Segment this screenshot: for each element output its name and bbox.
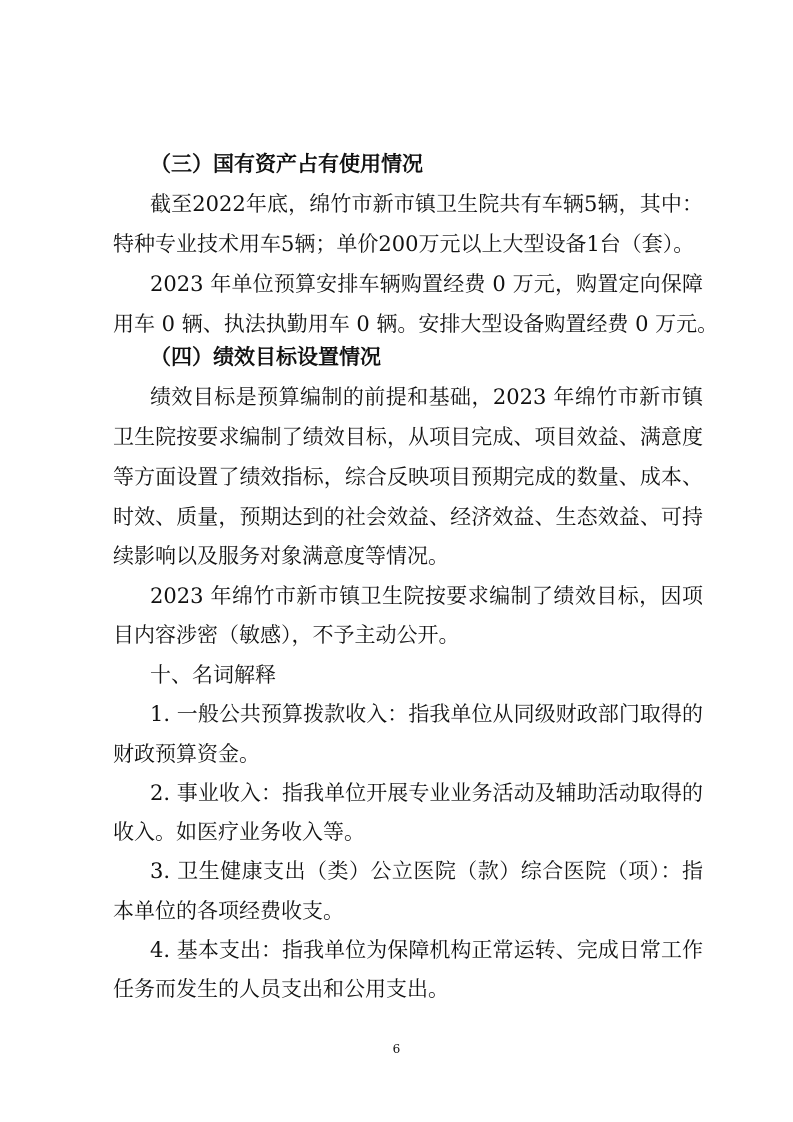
glossary-item-line: 本单位的各项经费收支。 <box>113 899 344 923</box>
paragraph-line: 2023 年单位预算安排车辆购置经费 0 万元，购置定向保障 <box>150 272 703 296</box>
glossary-item-line: 2. 事业收入：指我单位开展专业业务活动及辅助活动取得的 <box>150 781 703 805</box>
paragraph-line: 2023 年绵竹市新市镇卫生院按要求编制了绩效目标，因项 <box>150 584 703 608</box>
paragraph-line: 截至2022年底，绵竹市新市镇卫生院共有车辆5辆，其中： <box>150 192 703 216</box>
paragraph-line: 目内容涉密（敏感），不予主动公开。 <box>113 623 460 647</box>
paragraph-line: 等方面设置了绩效指标，综合反映项目预期完成的数量、成本、 <box>113 465 703 489</box>
glossary-item-line: 财政预算资金。 <box>113 742 260 766</box>
paragraph-line: 时效、质量，预期达到的社会效益、经济效益、生态效益、可持 <box>113 505 703 529</box>
paragraph-line: 用车 0 辆、执法执勤用车 0 辆。安排大型设备购置经费 0 万元。 <box>113 312 719 336</box>
paragraph-line: 绩效目标是预算编制的前提和基础，2023 年绵竹市新市镇 <box>150 385 703 409</box>
paragraph-line: 特种专业技术用车5辆；单价200万元以上大型设备1台（套）。 <box>113 232 695 256</box>
glossary-item-line: 1. 一般公共预算拨款收入：指我单位从同级财政部门取得的 <box>150 702 703 726</box>
glossary-item-line: 任务而发生的人员支出和公用支出。 <box>113 977 449 1001</box>
section-heading-performance-goals: （四）绩效目标设置情况 <box>150 345 381 369</box>
section-heading-state-assets: （三）国有资产占有使用情况 <box>150 152 423 176</box>
glossary-item-line: 收入。如医疗业务收入等。 <box>113 820 365 844</box>
section-heading-glossary: 十、名词解释 <box>150 663 276 687</box>
glossary-item-line: 3. 卫生健康支出（类）公立医院（款）综合医院（项）：指 <box>150 859 703 883</box>
glossary-item-line: 4. 基本支出：指我单位为保障机构正常运转、完成日常工作 <box>150 938 703 962</box>
paragraph-line: 续影响以及服务对象满意度等情况。 <box>113 544 449 568</box>
paragraph-line: 卫生院按要求编制了绩效目标，从项目完成、项目效益、满意度 <box>113 425 703 449</box>
page-number: 6 <box>392 1042 401 1056</box>
